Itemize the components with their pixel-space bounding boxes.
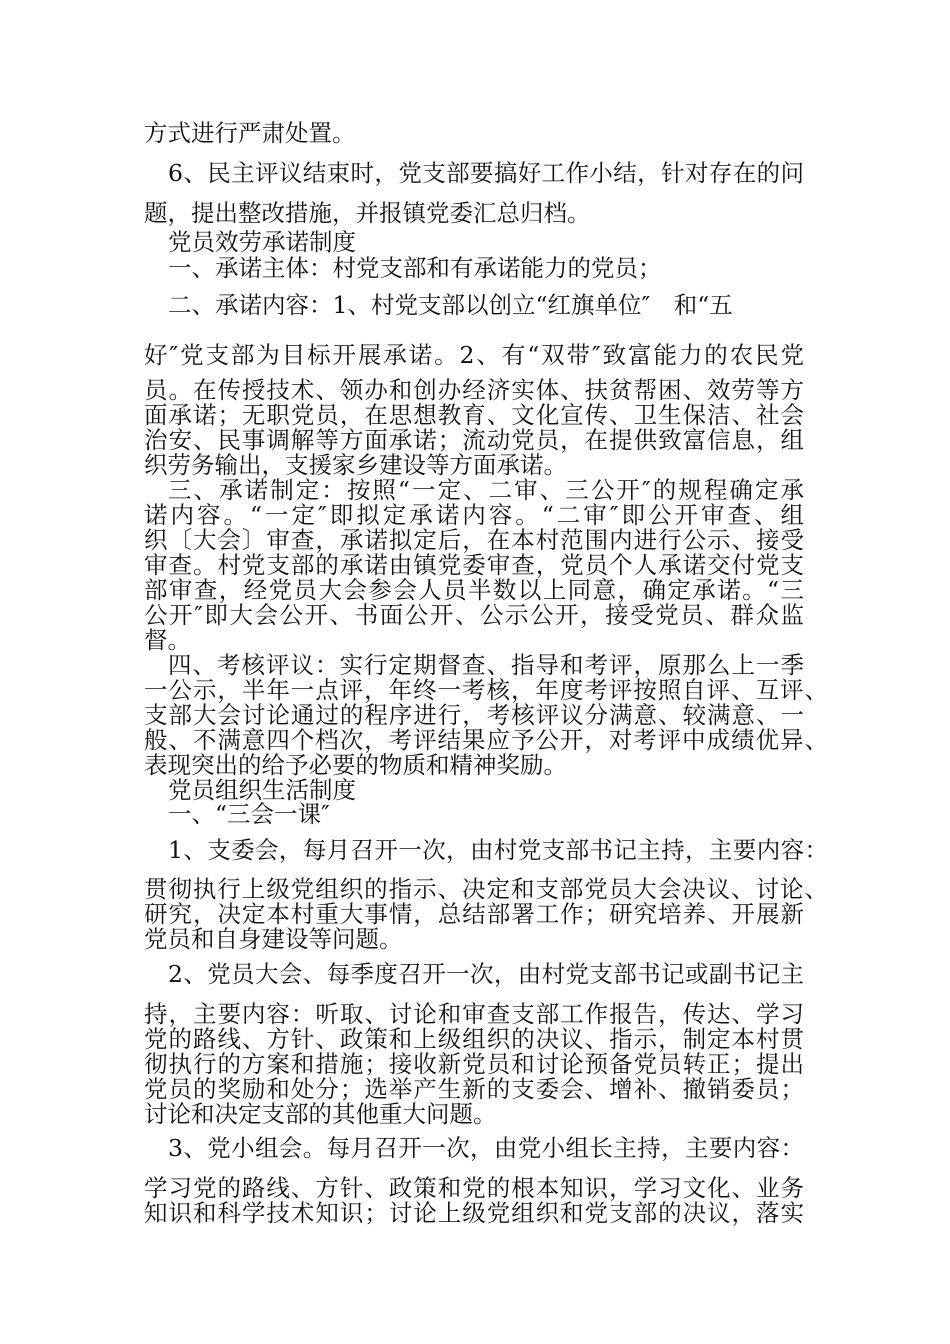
text-line: 知识和科学技术知识；讨论上级党组织和党支部的决议，落实 <box>144 1199 804 1227</box>
text-line: 一公示，半年一点评，年终一考核，年度考评按照自评、互评、 <box>144 676 828 704</box>
text-line: 好″党支部为目标开展承诺。2、有“双带″致富能力的农民党 <box>144 341 804 369</box>
text-line: 督。 <box>144 626 191 654</box>
text-line: 四、考核评议：实行定期督查、指导和考评，原那么上一季 <box>168 651 804 679</box>
text-line: 党员的奖励和处分；选举产生新的支委会、增补、撤销委员； <box>144 1075 804 1103</box>
text-line: 面承诺；无职党员，在思想教育、文化宣传、卫生保洁、社会 <box>144 401 804 429</box>
text-line: 织〔大会〕审查，承诺拟定后，在本村范围内进行公示、接受 <box>144 526 804 554</box>
text-line: 党员和自身建设等问题。 <box>144 925 403 953</box>
text-line: 2、党员大会、每季度召开一次，由村党支部书记或副书记主 <box>168 960 804 988</box>
text-line: 治安、民事调解等方面承诺；流动党员，在提供致富信息，组 <box>144 426 804 454</box>
text-line: 党的路线、方针、政策和上级组织的决议、指示，制定本村贯 <box>144 1025 804 1053</box>
text-line: 二、承诺内容：1、村党支部以创立“红旗单位″ 和“五 <box>168 291 733 319</box>
text-line: 讨论和决定支部的其他重大问题。 <box>144 1100 497 1128</box>
text-line: 表现突出的给予必要的物质和精神奖励。 <box>144 751 567 779</box>
text-line: 一、“三会一课″ <box>168 800 330 828</box>
text-line: 员。在传授技术、领办和创办经济实体、扶贫帮困、效劳等方 <box>144 376 804 404</box>
text-line: 持，主要内容：听取、讨论和审查支部工作报告，传达、学习 <box>144 1000 804 1028</box>
text-line: 6、民主评议结束时，党支部要搞好工作小结，针对存在的问 <box>168 159 804 187</box>
text-line: 织劳务输出，支援家乡建设等方面承诺。 <box>144 451 567 479</box>
text-line: 题，提出整改措施，并报镇党委汇总归档。 <box>144 199 591 227</box>
text-line: 般、不满意四个档次，考评结果应予公开，对考评中成绩优异、 <box>144 726 828 754</box>
text-line: 一、承诺主体：村党支部和有承诺能力的党员； <box>168 254 662 282</box>
text-line: 方式进行严肃处置。 <box>144 119 356 147</box>
text-line: 研究，决定本村重大事情，总结部署工作；研究培养、开展新 <box>144 900 804 928</box>
text-line: 学习党的路线、方针、政策和党的根本知识，学习文化、业务 <box>144 1174 804 1202</box>
text-line: 三、承诺制定：按照“一定、二审、三公开″的规程确定承 <box>168 476 804 504</box>
section-heading: 党员效劳承诺制度 <box>168 228 356 256</box>
text-line: 彻执行的方案和措施；接收新党员和讨论预备党员转正；提出 <box>144 1050 804 1078</box>
text-line: 1、支委会，每月召开一次，由村党支部书记主持，主要内容： <box>168 836 828 864</box>
text-line: 3、党小组会。每月召开一次，由党小组长主持，主要内容： <box>168 1134 804 1162</box>
text-line: 支部大会讨论通过的程序进行，考核评议分满意、较满意、一 <box>144 701 804 729</box>
text-line: 审查。村党支部的承诺由镇党委审查，党员个人承诺交付党支 <box>144 551 804 579</box>
text-line: 部审查，经党员大会参会人员半数以上同意，确定承诺。“三 <box>144 576 804 604</box>
text-line: 诺内容。“一定″即拟定承诺内容。“二审″即公开审查、组 <box>144 501 804 529</box>
text-line: 贯彻执行上级党组织的指示、决定和支部党员大会决议、讨论、 <box>144 875 828 903</box>
text-line: 公开″即大会公开、书面公开、公示公开，接受党员、群众监 <box>144 601 804 629</box>
section-heading: 党员组织生活制度 <box>168 776 356 804</box>
